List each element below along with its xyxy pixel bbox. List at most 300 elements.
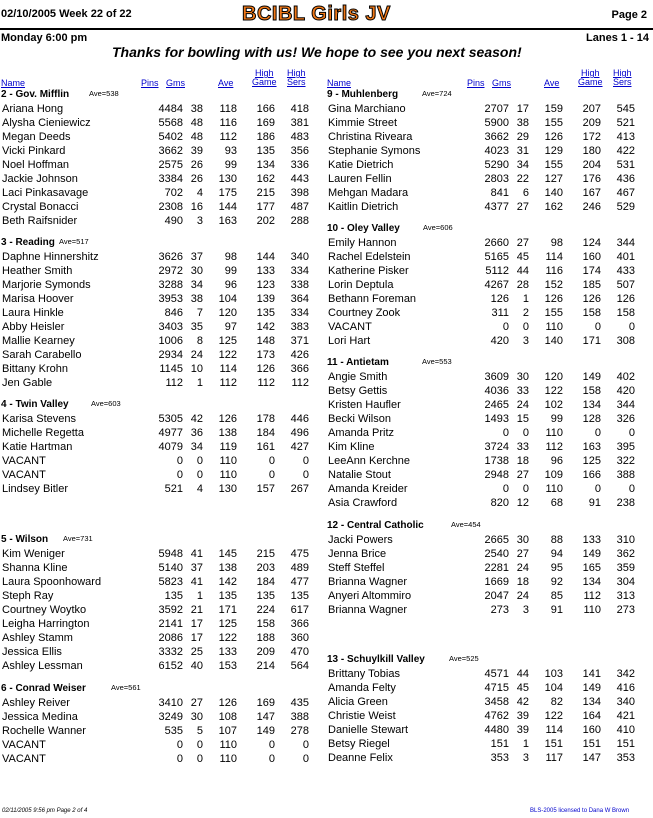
bowler-high-series: 308 (616, 335, 635, 347)
bowler-high-series: 383 (290, 321, 309, 333)
bowler-pins: 4715 (484, 682, 509, 694)
bowler-pins: 4762 (484, 710, 509, 722)
bowler-average: 120 (218, 307, 237, 319)
bowler-average: 163 (218, 215, 237, 227)
bowler-average: 91 (550, 604, 563, 616)
team-header (327, 519, 649, 533)
bowler-high-game: 209 (582, 117, 601, 129)
bowler-name: Katie Dietrich (328, 159, 394, 171)
bowler-games: 2 (522, 307, 529, 319)
bowler-high-series: 288 (290, 215, 309, 227)
bowler-high-series: 364 (290, 293, 309, 305)
bowler-high-series: 158 (616, 307, 635, 319)
bowler-average: 99 (224, 265, 237, 277)
bowler-high-game: 169 (256, 117, 275, 129)
bowler-high-game: 144 (256, 251, 275, 263)
bowler-pins: 3410 (158, 697, 183, 709)
team-name: 4 - Twin Valley (1, 399, 69, 410)
bowler-row (327, 695, 649, 709)
bowler-average: 96 (224, 279, 237, 291)
bowler-high-series: 422 (616, 145, 635, 157)
bowler-high-game: 209 (256, 646, 275, 658)
bowler-row (327, 723, 649, 737)
team-header (1, 398, 323, 412)
bowler-average: 104 (544, 682, 563, 694)
bowler-high-series: 483 (290, 131, 309, 143)
team-name: 2 - Gov. Mifflin (1, 89, 70, 100)
bowler-row (1, 144, 323, 158)
bowler-average: 93 (224, 145, 237, 157)
bowler-high-series: 151 (616, 738, 635, 750)
bowler-high-game: 166 (582, 469, 601, 481)
bowler-row (327, 186, 649, 200)
bowler-pins: 2281 (484, 562, 509, 574)
bowler-high-game: 128 (582, 413, 601, 425)
bowler-row (1, 752, 323, 766)
bowler-high-game: 204 (582, 159, 601, 171)
bowler-high-series: 267 (290, 483, 309, 495)
bowler-pins: 2707 (484, 103, 509, 115)
bowler-row (1, 102, 323, 116)
bowler-pins: 2948 (484, 469, 509, 481)
bowler-high-series: 366 (290, 618, 309, 630)
team-average: Ave=603 (91, 399, 121, 408)
team-average: Ave=731 (63, 534, 93, 543)
bowler-pins: 2047 (484, 590, 509, 602)
bowler-games: 6 (522, 187, 529, 199)
bowler-average: 151 (544, 738, 563, 750)
bowler-games: 3 (522, 752, 529, 764)
bowler-high-series: 388 (290, 711, 309, 723)
team-header (327, 653, 649, 667)
bowler-high-series: 371 (290, 335, 309, 347)
bowler-name: VACANT (2, 739, 46, 751)
bowler-pins: 841 (490, 187, 509, 199)
bowler-pins: 3662 (484, 131, 509, 143)
bowler-row (1, 172, 323, 186)
col-header-ave: Ave (544, 78, 560, 88)
bowler-pins: 5290 (484, 159, 509, 171)
bowler-high-game: 215 (256, 548, 275, 560)
bowler-high-series: 0 (628, 427, 635, 439)
bowler-average: 125 (218, 618, 237, 630)
bowler-games: 18 (516, 455, 529, 467)
bowler-name: Mehgan Madara (328, 187, 409, 199)
bowler-row (327, 426, 649, 440)
bowler-games: 0 (522, 321, 529, 333)
bowler-high-game: 125 (582, 455, 601, 467)
bowler-row (327, 370, 649, 384)
bowler-games: 48 (190, 131, 203, 143)
bowler-name: Christina Riveara (328, 131, 413, 143)
bowler-pins: 702 (164, 187, 183, 199)
bowler-row (327, 102, 649, 116)
bowler-row (1, 738, 323, 752)
bowler-average: 135 (218, 590, 237, 602)
bowler-pins: 0 (176, 753, 183, 765)
bowler-games: 12 (516, 497, 529, 509)
col-header-high-game: High Game (252, 68, 277, 87)
bowler-average: 97 (224, 321, 237, 333)
bowler-games: 38 (516, 117, 529, 129)
left-standings-column (1, 64, 323, 766)
bowler-row (1, 561, 323, 575)
bowler-row (327, 158, 649, 172)
bowler-high-series: 496 (290, 427, 309, 439)
bowler-high-game: 166 (256, 103, 275, 115)
col-header-name: Name (1, 78, 26, 88)
bowler-high-series: 467 (616, 187, 635, 199)
bowler-row (1, 603, 323, 617)
bowler-pins: 4079 (158, 441, 183, 453)
bowler-high-series: 278 (290, 725, 309, 737)
bowler-games: 34 (190, 441, 203, 453)
closing-message: Thanks for bowling with us! We hope to see you next season! (112, 44, 522, 60)
bowler-high-series: 443 (290, 173, 309, 185)
bowler-average: 155 (544, 117, 563, 129)
bowler-average: 122 (544, 385, 563, 397)
bowler-row (327, 384, 649, 398)
bowler-average: 122 (218, 349, 237, 361)
bowler-name: Crystal Bonacci (2, 201, 79, 213)
bowler-name: Laura Spoonhoward (2, 576, 102, 588)
bowler-games: 34 (516, 159, 529, 171)
bowler-games: 40 (190, 660, 203, 672)
bowler-average: 127 (544, 173, 563, 185)
team-header (1, 533, 323, 547)
bowler-pins: 5165 (484, 251, 509, 263)
bowler-high-game: 180 (582, 145, 601, 157)
bowler-average: 92 (550, 576, 563, 588)
bowler-high-series: 477 (290, 576, 309, 588)
bowler-average: 126 (218, 413, 237, 425)
bowler-row (1, 334, 323, 348)
bowler-games: 27 (516, 237, 529, 249)
bowler-name: Amanda Kreider (328, 483, 408, 495)
bowler-high-game: 215 (256, 187, 275, 199)
bowler-games: 38 (190, 293, 203, 305)
bowler-high-series: 388 (616, 469, 635, 481)
bowler-high-game: 178 (256, 413, 275, 425)
bowler-high-series: 475 (290, 548, 309, 560)
bowler-name: VACANT (328, 321, 372, 333)
bowler-high-game: 126 (582, 293, 601, 305)
bowler-high-series: 273 (616, 604, 635, 616)
bowler-name: Courtney Woytko (2, 604, 87, 616)
bowler-pins: 5402 (158, 131, 183, 143)
team-block (327, 653, 649, 765)
bowler-games: 24 (516, 399, 529, 411)
col-header-high-sers: High Sers (287, 68, 306, 87)
bowler-high-series: 304 (616, 576, 635, 588)
bowler-high-game: 224 (256, 604, 275, 616)
bowler-row (1, 158, 323, 172)
bowler-high-game: 207 (582, 103, 601, 115)
bowler-name: Brittany Tobias (328, 668, 400, 680)
bowler-row (327, 398, 649, 412)
bowler-average: 175 (218, 187, 237, 199)
bowler-name: Rachel Edelstein (328, 251, 411, 263)
bowler-high-series: 436 (616, 173, 635, 185)
bowler-name: Jackie Johnson (2, 173, 78, 185)
bowler-row (1, 186, 323, 200)
bowler-high-game: 160 (582, 724, 601, 736)
bowler-average: 116 (219, 117, 237, 129)
bowler-high-game: 186 (256, 131, 275, 143)
bowler-name: Lori Hart (328, 335, 371, 347)
bowler-name: Kim Weniger (2, 548, 65, 560)
bowler-pins: 3403 (158, 321, 183, 333)
bowler-pins: 5140 (158, 562, 183, 574)
bowler-row (1, 710, 323, 724)
bowler-high-game: 141 (582, 668, 601, 680)
bowler-pins: 4267 (484, 279, 509, 291)
bowler-games: 42 (516, 696, 529, 708)
bowler-games: 39 (190, 145, 203, 157)
bowler-games: 3 (522, 335, 529, 347)
bowler-name: Beth Raifsnider (2, 215, 78, 227)
bowler-high-series: 395 (616, 441, 635, 453)
bowler-average: 110 (219, 739, 237, 751)
bowler-row (327, 709, 649, 723)
bowler-row (1, 306, 323, 320)
bowler-pins: 4480 (484, 724, 509, 736)
bowler-games: 27 (190, 697, 203, 709)
bowler-name: Gina Marchiano (328, 103, 406, 115)
col-header-high-sers: High Sers (613, 68, 632, 87)
bowler-games: 0 (196, 455, 203, 467)
bowler-row (327, 116, 649, 130)
bowler-high-series: 416 (616, 682, 635, 694)
bowler-average: 118 (219, 103, 237, 115)
bowler-games: 26 (190, 173, 203, 185)
bowler-pins: 5823 (158, 576, 183, 588)
bowler-pins: 820 (490, 497, 509, 509)
bowler-high-series: 410 (616, 724, 635, 736)
bowler-average: 110 (219, 753, 237, 765)
team-name: 13 - Schuylkill Valley (327, 654, 425, 665)
bowler-high-game: 176 (582, 173, 601, 185)
bowler-row (1, 412, 323, 426)
bowler-games: 4 (196, 483, 203, 495)
bowler-games: 30 (190, 711, 203, 723)
bowler-name: VACANT (2, 455, 46, 467)
bowler-high-series: 427 (290, 441, 309, 453)
bowler-high-series: 334 (290, 307, 309, 319)
team-block (1, 398, 323, 496)
bowler-name: Brianna Wagner (328, 604, 408, 616)
bowler-pins: 1493 (484, 413, 509, 425)
bowler-high-series: 564 (290, 660, 309, 672)
bowler-high-series: 401 (616, 251, 635, 263)
bowler-average: 68 (550, 497, 563, 509)
bowler-pins: 311 (491, 307, 509, 319)
bowler-average: 110 (545, 483, 563, 495)
bowler-average: 96 (550, 455, 563, 467)
bowler-name: Steph Ray (2, 590, 54, 602)
bowler-games: 44 (516, 668, 529, 680)
bowler-average: 112 (545, 441, 563, 453)
bowler-row (327, 334, 649, 348)
bowler-row (1, 214, 323, 228)
bowler-row (327, 172, 649, 186)
bowler-name: Betsy Gettis (328, 385, 388, 397)
bowler-high-series: 529 (616, 201, 635, 213)
bowler-high-game: 135 (256, 307, 275, 319)
team-name: 10 - Oley Valley (327, 223, 400, 234)
bowler-games: 41 (190, 576, 203, 588)
bowler-high-game: 124 (582, 237, 601, 249)
bowler-high-game: 184 (256, 576, 275, 588)
column-headers (327, 64, 649, 88)
bowler-row (327, 250, 649, 264)
bowler-row (327, 306, 649, 320)
bowler-high-game: 164 (582, 710, 601, 722)
bowler-games: 17 (190, 618, 203, 630)
bowler-games: 34 (190, 279, 203, 291)
bowler-average: 108 (218, 711, 237, 723)
team-block (1, 88, 323, 228)
bowler-games: 31 (516, 145, 529, 157)
bowler-pins: 3953 (158, 293, 183, 305)
bowler-average: 104 (218, 293, 237, 305)
bowler-name: Amanda Felty (328, 682, 396, 694)
bowler-high-game: 149 (582, 371, 601, 383)
bowler-games: 7 (196, 307, 203, 319)
bowler-games: 44 (516, 265, 529, 277)
bowler-average: 119 (219, 441, 237, 453)
bowler-pins: 273 (490, 604, 509, 616)
bowler-name: Ashley Stamm (2, 632, 73, 644)
header-divider (0, 28, 653, 30)
bowler-name: VACANT (2, 753, 46, 765)
bowler-high-game: 184 (256, 427, 275, 439)
bowler-row (1, 250, 323, 264)
bowler-name: Lindsey Bitler (2, 483, 69, 495)
bowler-high-game: 169 (256, 697, 275, 709)
bowler-games: 0 (522, 483, 529, 495)
team-average: Ave=517 (59, 237, 89, 246)
bowler-average: 102 (544, 399, 563, 411)
bowler-games: 37 (190, 562, 203, 574)
team-header (1, 236, 323, 250)
bowler-average: 155 (544, 159, 563, 171)
col-header-gms: Gms (492, 78, 511, 88)
bowler-pins: 151 (490, 738, 509, 750)
bowler-games: 45 (516, 251, 529, 263)
bowler-pins: 3626 (158, 251, 183, 263)
bowler-pins: 490 (164, 215, 183, 227)
bowler-name: Alicia Green (328, 696, 388, 708)
bowler-high-game: 174 (582, 265, 601, 277)
bowler-pins: 5568 (158, 117, 183, 129)
bowler-games: 24 (516, 590, 529, 602)
bowler-pins: 112 (165, 377, 183, 389)
bowler-games: 35 (190, 321, 203, 333)
bowler-average: 114 (219, 363, 237, 375)
bowler-pins: 2086 (158, 632, 183, 644)
bowler-high-game: 188 (256, 632, 275, 644)
bowler-average: 116 (545, 265, 563, 277)
col-header-name: Name (327, 78, 352, 88)
bowler-games: 17 (190, 632, 203, 644)
bowler-name: Bittany Krohn (2, 363, 69, 375)
bowler-name: Kim Kline (328, 441, 375, 453)
bowler-games: 1 (522, 293, 529, 305)
bowler-average: 110 (219, 469, 237, 481)
bowler-name: Becki Wilson (328, 413, 391, 425)
bowler-games: 18 (516, 576, 529, 588)
team-name: 12 - Central Catholic (327, 520, 424, 531)
bowler-pins: 5948 (158, 548, 183, 560)
bowler-pins: 2665 (484, 534, 509, 546)
bowler-name: Christie Weist (328, 710, 396, 722)
team-name: 9 - Muhlenberg (327, 89, 399, 100)
bowler-high-game: 148 (256, 335, 275, 347)
bowler-row (327, 737, 649, 751)
bowler-row (1, 116, 323, 130)
bowler-row (327, 482, 649, 496)
bowler-name: Lauren Fellin (328, 173, 392, 185)
bowler-name: Karisa Stevens (2, 413, 76, 425)
bowler-average: 122 (218, 632, 237, 644)
bowler-high-game: 0 (268, 739, 275, 751)
bowler-average: 110 (545, 321, 563, 333)
bowler-high-game: 163 (582, 441, 601, 453)
bowler-high-series: 360 (290, 632, 309, 644)
bowler-high-series: 418 (290, 103, 309, 115)
bowler-games: 1 (196, 590, 203, 602)
team-average: Ave=525 (449, 654, 479, 663)
bowler-high-series: 326 (616, 413, 635, 425)
bowler-average: 114 (545, 251, 563, 263)
bowler-pins: 0 (176, 739, 183, 751)
team-header (327, 356, 649, 370)
bowler-name: Jessica Ellis (2, 646, 62, 658)
bowler-row (1, 292, 323, 306)
bowler-average: 109 (544, 469, 563, 481)
bowler-name: Ashley Lessman (2, 660, 83, 672)
bowler-games: 0 (196, 739, 203, 751)
bowler-name: Jenna Brice (328, 548, 387, 560)
bowler-games: 21 (190, 604, 203, 616)
bowler-average: 138 (218, 562, 237, 574)
bowler-name: Katie Hartman (2, 441, 73, 453)
lanes-range: Lanes 1 - 14 (586, 32, 649, 44)
bowler-row (1, 200, 323, 214)
bowler-high-game: 110 (583, 604, 601, 616)
bowler-games: 27 (516, 548, 529, 560)
bowler-high-series: 342 (616, 668, 635, 680)
bowler-high-series: 421 (616, 710, 635, 722)
bowler-high-series: 398 (290, 187, 309, 199)
bowler-games: 30 (190, 265, 203, 277)
bowler-pins: 3249 (158, 711, 183, 723)
bowler-name: Mallie Kearney (2, 335, 75, 347)
bowler-high-series: 0 (302, 753, 309, 765)
bowler-average: 107 (218, 725, 237, 737)
bowler-pins: 3592 (158, 604, 183, 616)
bowler-high-game: 160 (582, 251, 601, 263)
bowler-name: Kimmie Street (328, 117, 398, 129)
bowler-high-series: 617 (290, 604, 309, 616)
col-header-high-game: High Game (578, 68, 603, 87)
bowler-pins: 3609 (484, 371, 509, 383)
bowler-name: Noel Hoffman (2, 159, 70, 171)
bowler-row (327, 589, 649, 603)
bowler-games: 8 (196, 335, 203, 347)
bowler-average: 129 (544, 145, 563, 157)
